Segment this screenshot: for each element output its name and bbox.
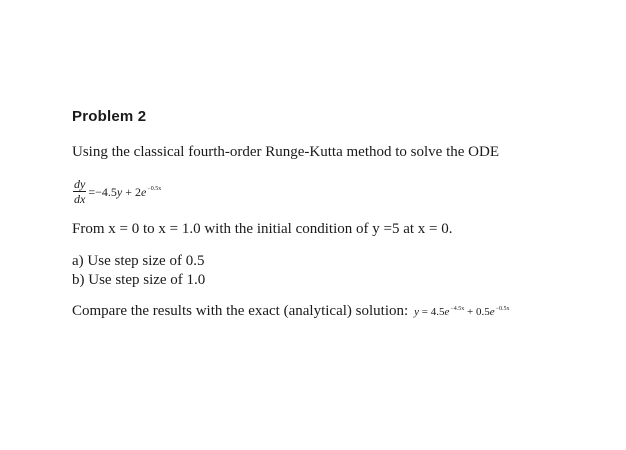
solution-exp-b: −0.5x [495,306,510,312]
ode-right-hand-side [88,185,161,200]
compare-line [72,303,510,320]
ode-rhs-exponent: −0.5x [147,185,162,192]
ode-rhs-middle: + 2 [122,184,141,199]
part-a-text: a) Use step size of 0.5 [72,253,205,269]
range-condition-text: From x = 0 to x = 1.0 with the initial condition of y =5 at x = 0. [72,221,453,237]
problem-heading: Problem 2 [72,108,147,125]
fraction-numerator: dy [74,177,86,191]
ode-equation [73,178,161,205]
compare-text: Compare the results with the exact (analytical) solution: [72,303,409,319]
solution-base-a: e [444,306,450,318]
solution-eq-b: + 0.5 [464,306,490,318]
derivative-fraction [73,178,86,205]
fraction-denominator: dx [74,192,86,206]
ode-rhs-var: y [116,184,123,199]
intro-text: Using the classical fourth-order Runge-Kutta method to solve the ODE [72,144,499,160]
solution-exp-a: −4.5x [450,306,465,312]
ode-rhs-prefix: =−4.5 [88,184,117,199]
solution-base-b: e [489,306,495,318]
part-b-text: b) Use step size of 1.0 [72,272,206,288]
ode-rhs-base: e [140,184,147,199]
solution-lhs: y [414,306,420,318]
solution-eq-a: = 4.5 [419,306,445,318]
exact-solution-equation [414,306,509,318]
